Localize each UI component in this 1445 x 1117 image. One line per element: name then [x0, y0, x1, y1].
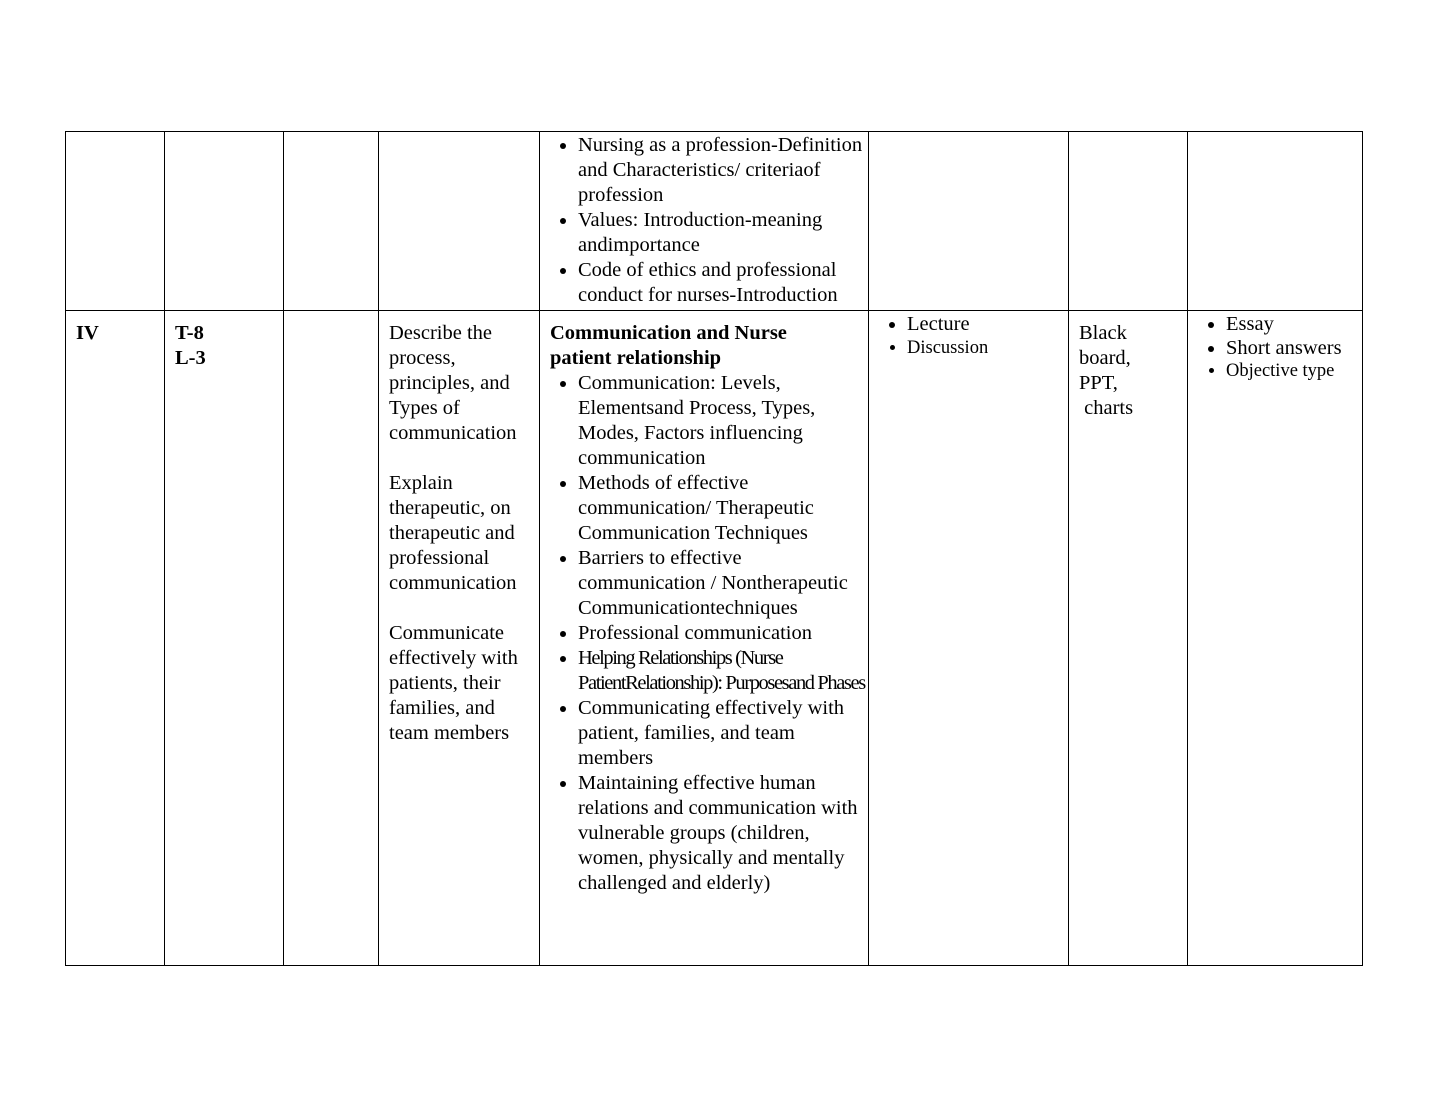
- aid-text: PPT,: [1079, 372, 1118, 394]
- content-cell: [540, 311, 869, 966]
- assessment-cell: [1188, 132, 1363, 311]
- list-item: • Lecture: [907, 312, 1068, 337]
- list-item: • Discussion: [907, 337, 1068, 359]
- lab-hours: L-3: [175, 347, 206, 369]
- content-list: [540, 133, 868, 308]
- aids-cell: [1069, 311, 1188, 966]
- aid-text: board,: [1079, 347, 1131, 369]
- content-list: [540, 371, 868, 896]
- list-item: • Professional communication: [578, 621, 868, 646]
- table-row: [66, 311, 1363, 966]
- objectives-cell: [379, 132, 540, 311]
- list-item: • Barriers to effective communication / Nontherapeutic Communicationtechniques: [578, 546, 868, 621]
- table-row: [66, 132, 1363, 311]
- objective-text: Describe the process, principles, and Types of communication: [389, 322, 517, 444]
- list-item: • Short answers: [1226, 337, 1362, 360]
- list-item: • Maintaining effective human relations and communication with vulnerable groups (children, women, physically and mentally challenged and elderly): [578, 771, 868, 896]
- list-item: • Communication: Levels, Elementsand Process, Types, Modes, Factors influencing communication: [578, 371, 868, 471]
- objective-text: Communicate effectively with patients, their families, and team members: [389, 622, 518, 744]
- theory-hours: T-8: [175, 322, 204, 344]
- list-item: • Objective type: [1226, 360, 1362, 382]
- aid-text: Black: [1079, 322, 1127, 344]
- assessment-cell: [1188, 311, 1363, 966]
- time-cell: [165, 311, 284, 966]
- methods-cell: [869, 132, 1069, 311]
- time-cell: [165, 132, 284, 311]
- list-item: • Helping Relationships (Nurse PatientRelationship): Purposesand Phases: [578, 646, 868, 696]
- syllabus-table: [65, 131, 1363, 966]
- aids-cell: [1069, 132, 1188, 311]
- methods-list: [869, 311, 1068, 359]
- list-item: • Essay: [1226, 312, 1362, 337]
- methods-cell: [869, 311, 1069, 966]
- aid-text: charts: [1079, 397, 1134, 419]
- unit-cell: [66, 311, 165, 966]
- list-item: • Communicating effectively with patient, families, and team members: [578, 696, 868, 771]
- unit-number: IV: [76, 322, 99, 344]
- content-cell: [540, 132, 869, 311]
- assessment-list: [1188, 311, 1362, 382]
- list-item: • Code of ethics and professional conduct for nurses-Introduction: [578, 258, 868, 308]
- content-title: Communication and Nurse patient relationship: [550, 322, 787, 369]
- empty-cell: [284, 132, 379, 311]
- list-item: • Methods of effective communication/ Therapeutic Communication Techniques: [578, 471, 868, 546]
- list-item: • Values: Introduction-meaning andimportance: [578, 208, 868, 258]
- objective-text: Explain therapeutic, on therapeutic and professional communication: [389, 472, 517, 594]
- unit-cell: [66, 132, 165, 311]
- empty-cell: [284, 311, 379, 966]
- objectives-cell: [379, 311, 540, 966]
- list-item: • Nursing as a profession-Definition and Characteristics/ criteriaof profession: [578, 133, 868, 208]
